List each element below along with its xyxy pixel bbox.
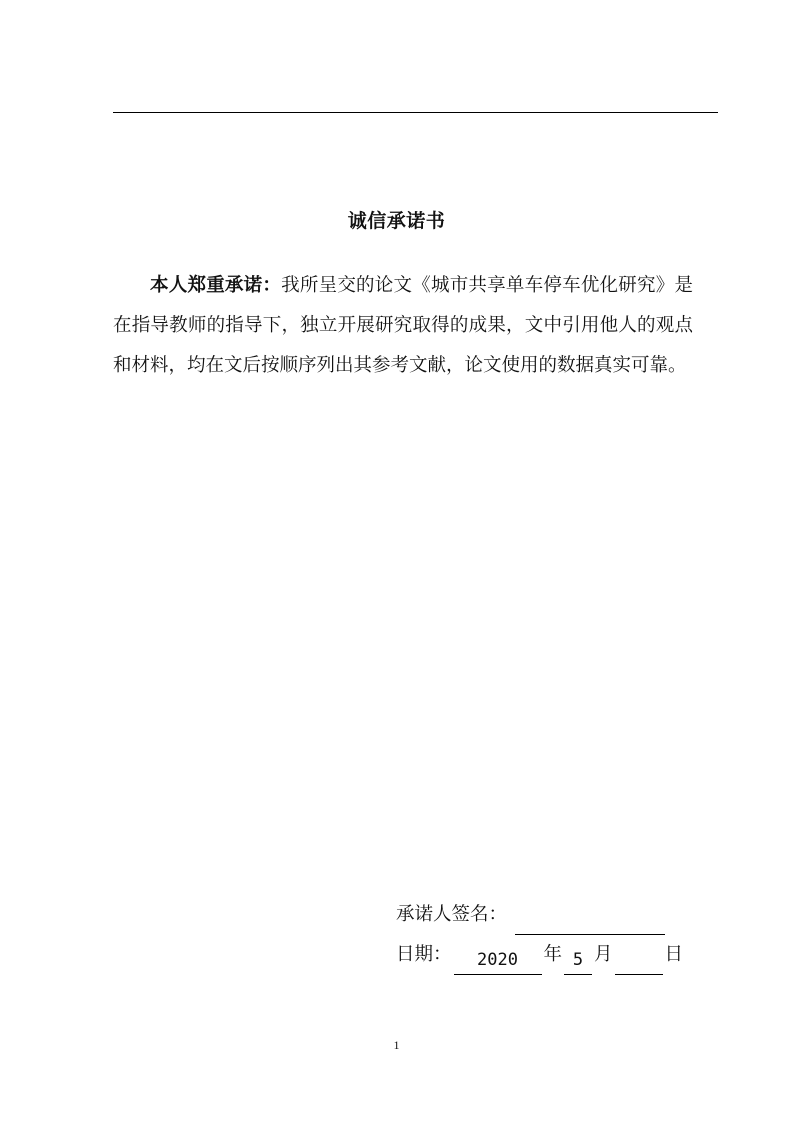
day-field[interactable]: [615, 946, 663, 975]
month-field[interactable]: 5: [564, 946, 592, 975]
signature-field[interactable]: [515, 906, 665, 935]
day-unit: 日: [664, 944, 684, 965]
month-unit: 月: [594, 944, 613, 965]
year-unit: 年: [543, 944, 563, 965]
pledge-body: 我所呈交的论文《城市共享单车停车优化研究》是在指导教师的指导下，独立开展研究取得的成果，文中引用他人的观点和材料，均在文后按顺序列出其参考文献，论文使用的数据真实可靠。: [113, 275, 693, 376]
page-number: 1: [393, 1038, 400, 1052]
signature-row: [396, 895, 716, 935]
pledge-statement: [113, 266, 693, 386]
year-field[interactable]: 2020: [454, 946, 542, 975]
page-title: 诚信承诺书: [347, 210, 446, 232]
signature-block: [396, 895, 716, 975]
signer-label: 承诺人签名：: [396, 904, 508, 925]
date-row: [396, 935, 716, 975]
date-label: 日期：: [396, 944, 452, 965]
pledge-lead: 本人郑重承诺：: [150, 275, 282, 296]
header-rule: [113, 112, 718, 113]
